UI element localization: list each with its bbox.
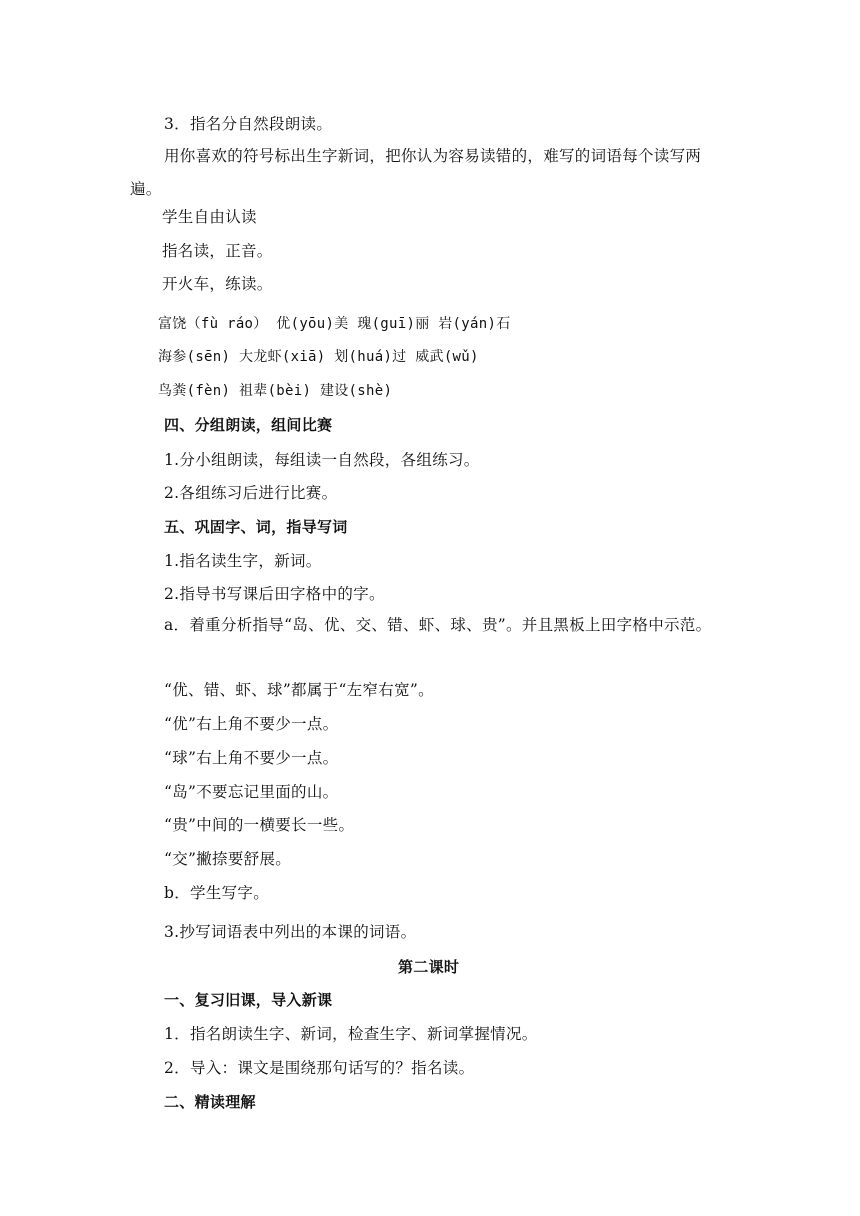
review-item-2: 2．导入：课文是围绕那句话写的？指名读。 [164, 1059, 475, 1077]
char-note-jiao: “交”撇捺要舒展。 [164, 850, 292, 868]
mark-new-words-instruction: 用你喜欢的符号标出生字新词，把你认为容易读错的，难写的词语每个读写两遍。 [130, 147, 702, 198]
section-5-item-1: 1.指名读生字，新词。 [164, 552, 322, 570]
section-4-heading: 四、分组朗读，组间比赛 [164, 416, 333, 434]
section-5-item-3: 3.抄写词语表中列出的本课的词语。 [164, 923, 417, 941]
second-lesson-title: 第二课时 [398, 958, 460, 976]
train-reading-practice: 开火车，练读。 [162, 275, 273, 293]
pinyin-words-row-2: 海参(sēn) 大龙虾(xiā) 划(huá)过 威武(wǔ) [158, 349, 479, 365]
step-3-read-paragraphs: 3．指名分自然段朗读。 [164, 115, 333, 133]
section-5-heading: 五、巩固字、词，指导写词 [164, 518, 348, 536]
students-self-read: 学生自由认读 [162, 208, 257, 226]
name-read-correct-pronunciation: 指名读，正音。 [162, 242, 273, 260]
section-4-item-1: 1.分小组朗读，每组读一自然段，各组练习。 [164, 451, 480, 469]
section-5-item-a: a．着重分析指导“岛、优、交、错、虾、球、贵”。并且黑板上田字格中示范。 [164, 616, 712, 634]
pinyin-words-row-3: 鸟粪(fèn) 祖辈(bèi) 建设(shè) [158, 383, 393, 399]
review-item-1: 1．指名朗读生字、新词，检查生字、新词掌握情况。 [164, 1025, 538, 1043]
review-heading: 一、复习旧课，导入新课 [164, 991, 333, 1009]
char-note-qiu: “球”右上角不要少一点。 [164, 749, 339, 767]
section-4-item-2: 2.各组练习后进行比赛。 [164, 484, 338, 502]
section-5-item-b: b．学生写字。 [164, 884, 270, 902]
section-5-item-2: 2.指导书写课后田字格中的字。 [164, 585, 385, 603]
left-narrow-right-wide-note: “优、错、虾、球”都属于“左窄右宽”。 [164, 681, 434, 699]
pinyin-words-row-1: 富饶（fù ráo） 优(yōu)美 瑰(guī)丽 岩(yán)石 [158, 316, 511, 332]
char-note-dao: “岛”不要忘记里面的山。 [164, 783, 339, 801]
char-note-gui: “贵”中间的一横要长一些。 [164, 816, 355, 834]
char-note-you: “优”右上角不要少一点。 [164, 715, 339, 733]
intensive-reading-heading: 二、精读理解 [164, 1093, 256, 1111]
